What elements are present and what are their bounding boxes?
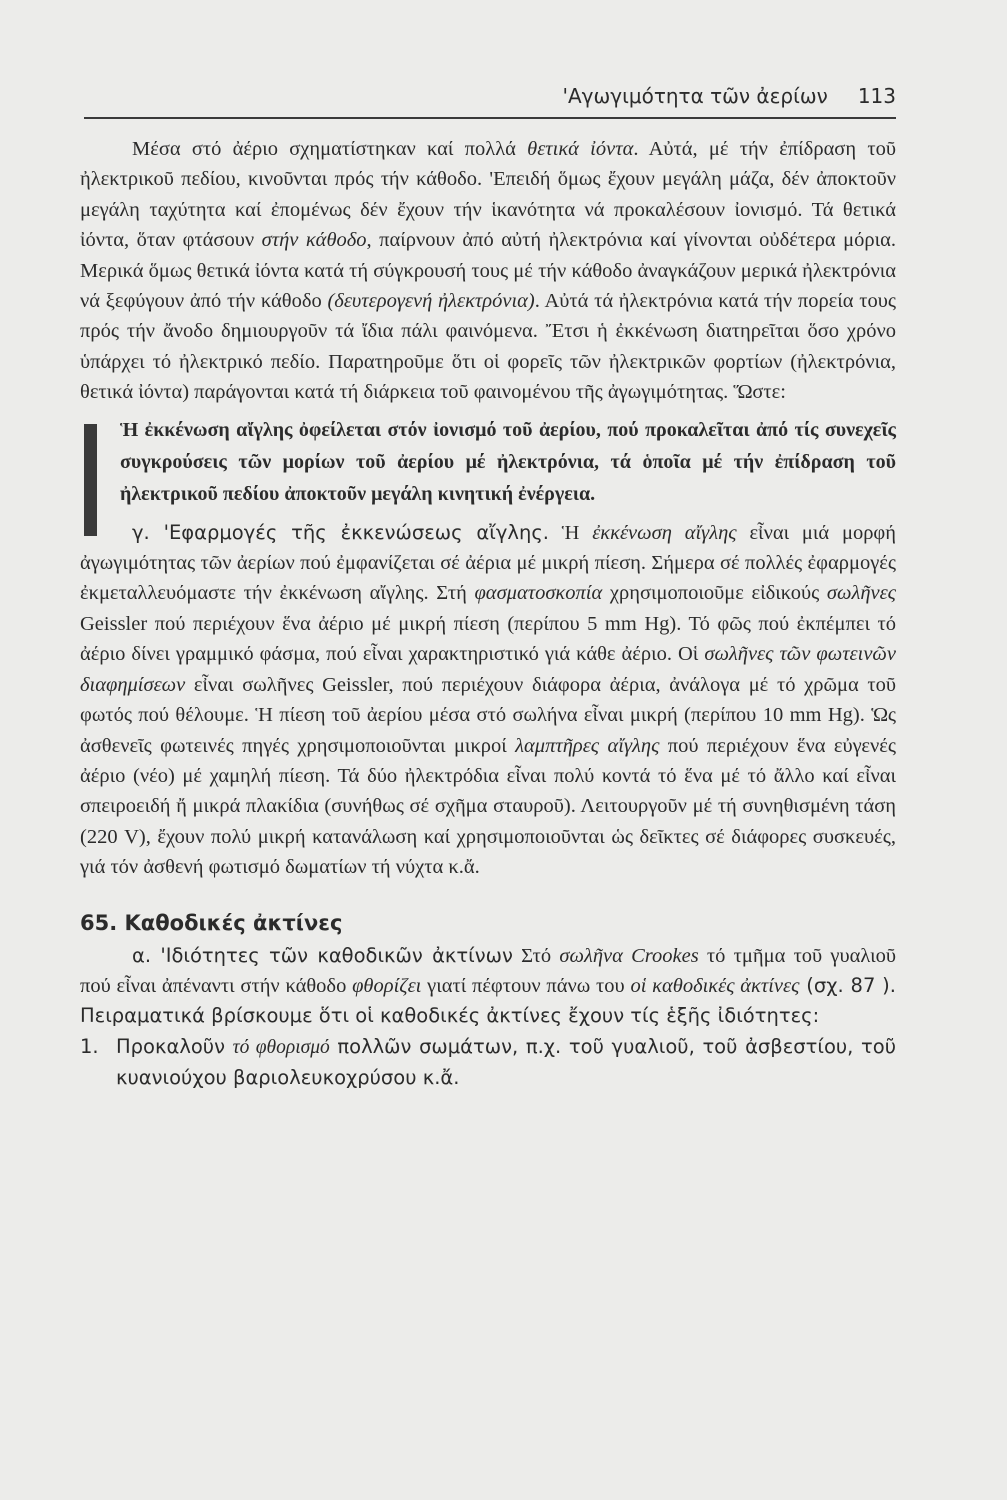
italic-term: σωλῆνες [826,582,896,605]
text-run: χρησιμοποιοῦμε εἰδικούς [602,582,827,605]
italic-term: τό φθορισμό [232,1036,330,1058]
text-run: . Αὐτά τά ἠλεκτρόνια κατά τήν πορεία τους πρός τήν ἄνοδο δημιουργοῦν τά ἴδια πάλι φαινόμενα. Ἔτσι ἡ ἐκκένωση διατηρεῖται ὅσο χρόνο ὑπάρχει τό ἠλεκτρικό πεδίο. Παρατηροῦμε ὅτι οἱ φορεῖς τῶν ἠλεκτρικῶν φορτίων (ἠλεκτρόνια, θετικά ἰόντα) παράγονται κατά τή διάρκεια τοῦ φαινομένου τῆς ἀγωγιμότητας. Ὥστε: [80,290,897,404]
text-run: Στό [512,944,560,967]
paragraph-positive-ions [80,134,896,408]
running-header [556,84,896,108]
running-title: 'Αγωγιμότητα τῶν ἀερίων [562,84,828,108]
italic-term: ἐκκένωση αἴγλης [592,521,737,544]
italic-term: οἱ καθοδικές ἀκτίνες [630,974,800,997]
text-run: Προκαλοῦν [116,1034,233,1058]
text-run: τό τμῆμα τοῦ γυαλιοῦ πού εἶναι ἀπέναντι στήν κάθοδο [80,944,896,997]
text-run: πού περιέχουν ἕνα εὐγενές ἀέριο (νέο) μέ χαμηλή πίεση. Τά δύο ἠλεκτρόδια εἶναι πολύ κοντά τό ἕνα μέ τό ἄλλο καί εἶναι σπειροειδή ἤ μικρά πλακίδια (συνήθως σέ σχῆμα σταυροῦ). Λειτουργοῦν μέ τή συνηθισμένη τάση (220 V), ἔχουν πολύ μικρή κατανάλωση καί χρησιμοποιοῦνται ὡς δεῖκτες σέ διάφορες συσκευές, γιά τόν ἀσθενή φωτισμό δωματίων τή νύχτα κ.ἄ. [80,734,896,879]
paragraph-applications [80,518,896,883]
subheading: γ. 'Εφαρμογές τῆς ἐκκενώσεως αἴγλης. [132,520,549,544]
italic-term: σωλῆνες τῶν φωτεινῶν διαφημίσεων [80,643,896,696]
list-number: 1. [80,1034,99,1058]
text-run: , παίρνουν ἀπό αὐτή ἠλεκτρόνια καί γίνονται οὐδέτερα μόρια. Μερικά ὅμως θετικά ἰόντα κατά τή σύγκρουσή τους μέ τήν κάθοδο ἀναγκάζουν μερικά ἠλεκτρόνια νά ξεφύγουν ἀπό τήν κάθοδο [80,229,896,313]
text-run: εἶναι μιά μορφή ἀγωγιμότητας τῶν ἀερίων πού ἐμφανίζεται σέ ἀέρια μέ μικρή πίεση. Σήμερα σέ πολλές ἐφαρμογές ἐκμεταλλευόμαστε τήν ἐκκένωση αἴγλης. Στή [80,521,896,605]
key-statement-text: Ἡ ἐκκένωση αἴγλης ὀφείλεται στόν ἰονισμό τοῦ ἀερίου, πού προκαλεῖται ἀπό τίς συνεχεῖς συγκρούσεις τῶν μορίων τοῦ ἀερίου μέ ἠλεκτρόνια, τά ὁποῖα μέ τήν ἐπίδραση τοῦ ἠλεκτρικοῦ πεδίου ἀποκτοῦν μεγάλη κινητική ἐνέργεια. [120,418,896,505]
property-item-1 [80,1032,896,1094]
text-run: Μέσα στό ἀέριο σχηματίστηκαν καί πολλά [132,138,528,160]
text-run: Ἡ [548,521,593,544]
italic-term: θετικά ἰόντα [527,138,634,160]
margin-bar [84,424,97,536]
subheading: α. 'Ιδιότητες τῶν καθοδικῶν ἀκτίνων [132,943,513,967]
text-run: εἶναι σωλῆνες Geissler, πού περιέχουν διάφορα ἀέρια, ἀνάλογα μέ τό χρῶμα τοῦ φωτός πού θέλουμε. Ἡ πίεση τοῦ ἀερίου μέσα στό σωλήνα εἶναι μικρή (περίπου 10 mm Hg). Ὡς ἀσθενεῖς φωτεινές πηγές χρησιμοποιοῦνται μικροί [80,673,896,757]
text-run: Geissler πού περιέχουν ἕνα ἀέριο μέ μικρή πίεση (περίπου 5 mm Hg). Τό φῶς πού ἐκπέμπει τό ἀέριο δίνει γραμμικό φάσμα, πού εἶναι χαρακτηριστικό γιά κάθε ἀέριο. Οἱ [80,612,896,666]
text-run: πολλῶν σωμάτων, π.χ. τοῦ γυαλιοῦ, τοῦ ἀσβεστίου, τοῦ κυανιούχου βαριολευκοχρύσου κ.ἄ. [116,1034,896,1090]
italic-term: (δευτερογενή ἠλεκτρόνια) [327,290,535,313]
page-body [80,134,896,1094]
italic-term: φασματοσκοπία [474,582,603,605]
key-statement [80,414,896,510]
italic-term: φθορίζει [352,974,422,997]
text-run: (σχ. 87 ). Πειραματικά βρίσκουμε ὅτι οἱ καθοδικές ἀκτίνες ἔχουν τίς ἑξῆς ἰδιότητες: [80,973,896,1028]
header-rule [84,117,896,119]
text-run: . Αὐτά, μέ τήν ἐπίδραση τοῦ ἠλεκτρικοῦ πεδίου, κινοῦνται πρός τήν κάθοδο. 'Επειδή ὅμως ἔχουν μεγάλη μάζα, δέν ἀποκτοῦν μεγάλη ταχύτητα καί ἐπομένως δέν ἔχουν τήν ἱκανότητα νά προκαλέσουν ἰονισμό. Τά θετικά ἰόντα, ὅταν φτάσουν [80,138,896,252]
paragraph-cathode-rays [80,941,896,1032]
section-heading: 65. Καθοδικές ἀκτίνες [80,910,343,935]
page-number: 113 [857,84,896,108]
italic-term: λαμπτῆρες αἴγλης [515,734,660,757]
italic-term: στήν κάθοδο [261,229,367,252]
italic-term: σωλῆνα Crookes [559,944,699,967]
text-run: γιατί πέφτουν πάνω του [421,974,631,997]
